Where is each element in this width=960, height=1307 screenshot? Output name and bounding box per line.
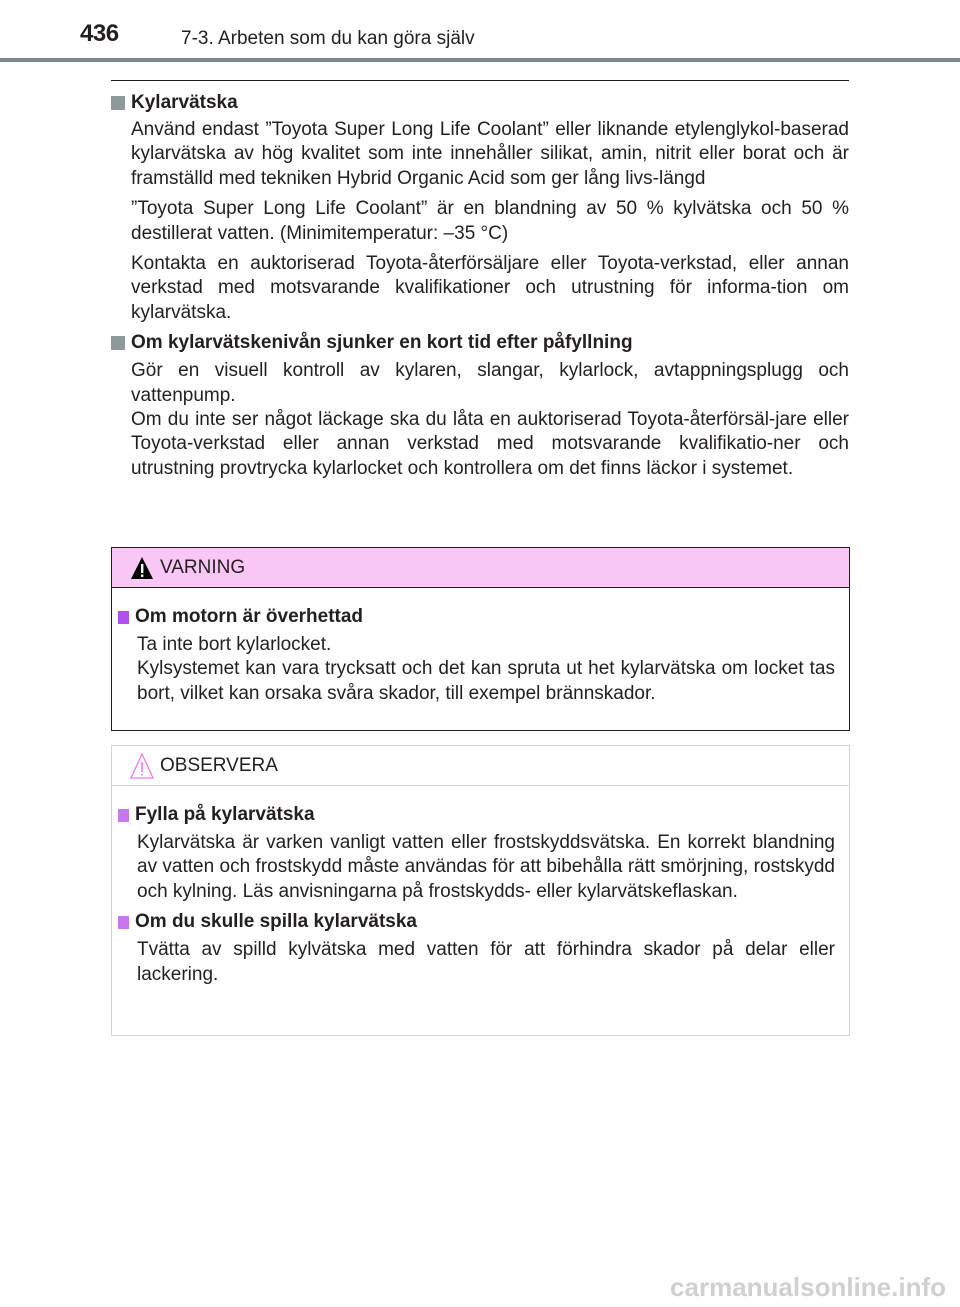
square-bullet-icon bbox=[118, 809, 129, 822]
paragraph: Gör en visuell kontroll av kylaren, slangar, kylarlock, avtappningsplugg och vattenpump. bbox=[131, 360, 849, 406]
section-title: 7-3. Arbeten som du kan göra själv bbox=[181, 28, 475, 49]
watermark: carmanualsonline.info bbox=[670, 1272, 946, 1302]
square-bullet-icon bbox=[118, 611, 129, 624]
heading-text: Fylla på kylarvätska bbox=[135, 804, 315, 825]
warning-box bbox=[111, 547, 850, 731]
page-number: 436 bbox=[80, 20, 119, 47]
square-bullet-icon bbox=[111, 336, 125, 350]
paragraph: Kontakta en auktoriserad Toyota-återförsäljare eller Toyota-verkstad, eller annan verkstad med motsvarande kvalifikationer och utrustning för informa-tion om kylarvätska. bbox=[131, 253, 849, 323]
caution-triangle-icon bbox=[130, 753, 154, 779]
section-rule bbox=[111, 80, 849, 81]
notice-heading bbox=[118, 910, 835, 934]
warning-header bbox=[112, 548, 849, 588]
paragraph: Om du inte ser något läckage ska du låta en auktoriserad Toyota-återförsäl-jare eller Toyota-verkstad eller annan verkstad med motsvarande kvalifikatio-ner och utrustning provtrycka kylarlocket och kontrollera om det finns läckor i systemet. bbox=[131, 409, 849, 479]
paragraph: Kylarvätska är varken vanligt vatten eller frostskyddsvätska. En korrekt blandning av vatten och frostskydd måste användas för att bibehålla rätt smörjning, rostskydd och kylning. Läs anvisningarna på frostskydds- eller kylarvätskeflaskan. bbox=[137, 832, 835, 902]
paragraph: Använd endast ”Toyota Super Long Life Coolant” eller liknande etylenglykol-baserad kylarvätska av hög kvalitet som inte innehåller silikat, amin, nitrit eller borat och är framställd med tekniken Hybrid Organic Acid som ger lång livs-längd bbox=[131, 119, 849, 189]
square-bullet-icon bbox=[111, 96, 125, 110]
header-divider bbox=[0, 58, 960, 62]
paragraph: Tvätta av spilld kylvätska med vatten för att förhindra skador på delar eller lackering. bbox=[137, 939, 835, 985]
notice-label: OBSERVERA bbox=[160, 754, 278, 776]
heading-text: Om motorn är överhettad bbox=[135, 606, 364, 627]
heading-text: Kylarvätska bbox=[131, 92, 238, 113]
paragraph: Kylsystemet kan vara trycksatt och det kan spruta ut het kylarvätska om locket tas bort, vilket kan orsaka svåra skador, till exempel brännskador. bbox=[137, 658, 835, 704]
square-bullet-icon bbox=[118, 916, 129, 929]
heading-text: Om du skulle spilla kylarvätska bbox=[135, 911, 417, 933]
heading-text: Om kylarvätskenivån sjunker en kort tid efter påfyllning bbox=[131, 332, 633, 354]
warning-heading bbox=[118, 605, 835, 629]
paragraph: ”Toyota Super Long Life Coolant” är en blandning av 50 % kylvätska och 50 % destillerat vatten. (Minimitemperatur: –35 °C) bbox=[131, 198, 849, 244]
notice-heading bbox=[118, 803, 835, 827]
notice-header bbox=[112, 746, 849, 786]
section-heading bbox=[111, 331, 849, 355]
warning-triangle-icon bbox=[130, 556, 154, 580]
main-content bbox=[111, 91, 849, 487]
section-heading bbox=[111, 91, 849, 115]
paragraph: Ta inte bort kylarlocket. bbox=[137, 634, 332, 655]
notice-box bbox=[111, 745, 850, 1036]
warning-label: VARNING bbox=[160, 556, 246, 578]
